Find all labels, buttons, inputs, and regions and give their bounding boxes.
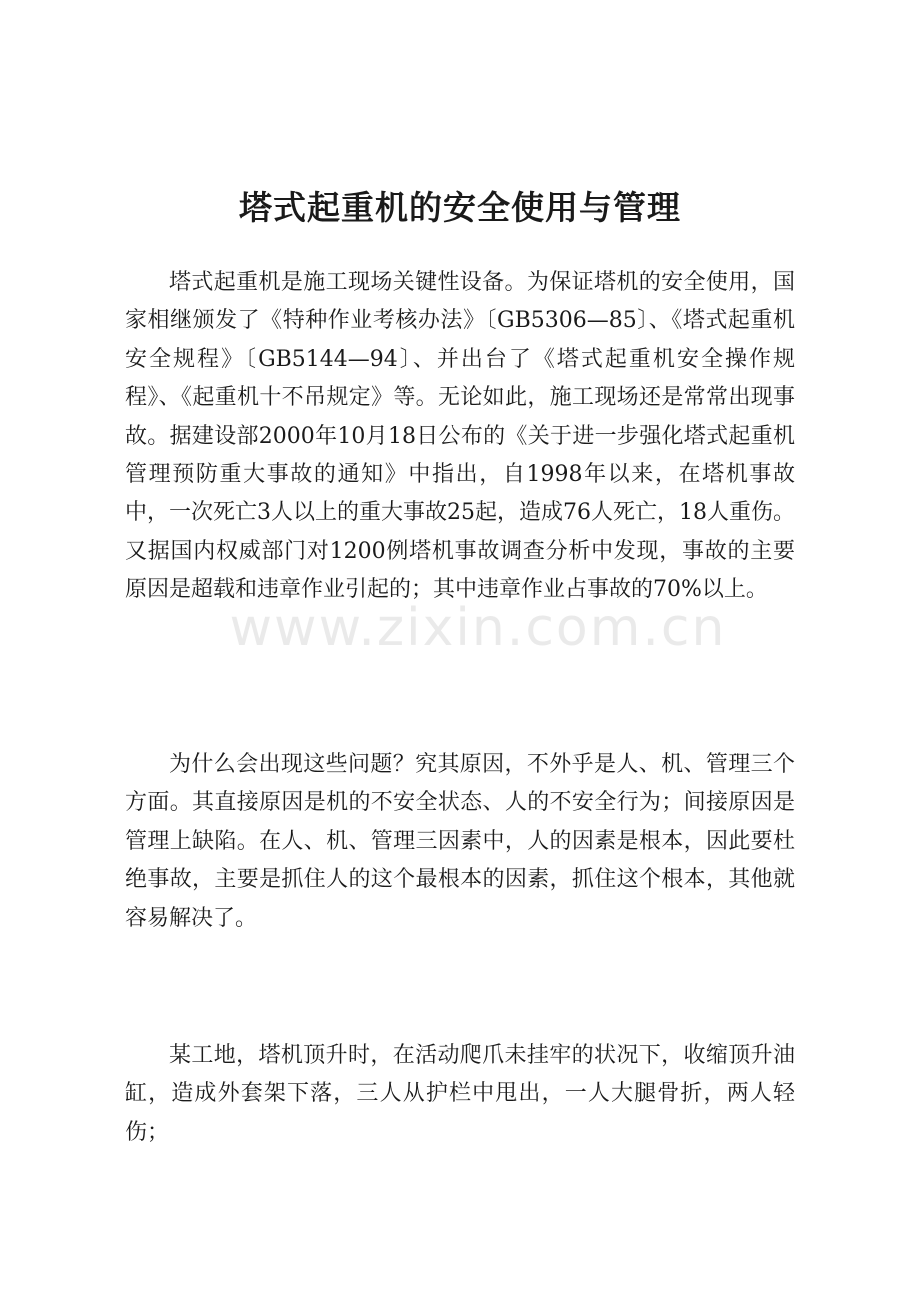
- paragraph-intro: 塔式起重机是施工现场关键性设备。为保证塔机的安全使用，国家相继颁发了《特种作业考核办法》〔GB5306—85〕、《塔式起重机安全规程》〔GB5144—94〕、并出台了《塔式起重机安全操作规程》、《起重机十不吊规定》等。无论如此，施工现场还是常常出现事故。据建设部2000年10月18日公布的《关于进一步强化塔式起重机管理预防重大事故的通知》中指出，自1998年以来，在塔机事故中，一次死亡3人以上的重大事故25起，造成76人死亡，18人重伤。又据国内权威部门对1200例塔机事故调查分析中发现，事故的主要原因是超载和违章作业引起的；其中违章作业占事故的70%以上。: [125, 270, 795, 603]
- paragraph-incident: 某工地，塔机顶升时，在活动爬爪未挂牢的状况下，收缩顶升油缸，造成外套架下落，三人从护栏中甩出，一人大腿骨折，两人轻伤；: [125, 1043, 795, 1145]
- paragraph-causes: 为什么会出现这些问题？究其原因，不外乎是人、机、管理三个方面。其直接原因是机的不安全状态、人的不安全行为；间接原因是管理上缺陷。在人、机、管理三因素中，人的因素是根本，因此要杜绝事故，主要是抓住人的这个最根本的因素，抓住这个根本，其他就容易解决了。: [125, 752, 795, 931]
- watermark-text: www.zixin.com.cn: [229, 598, 727, 658]
- document-title: 塔式起重机的安全使用与管理: [239, 188, 681, 228]
